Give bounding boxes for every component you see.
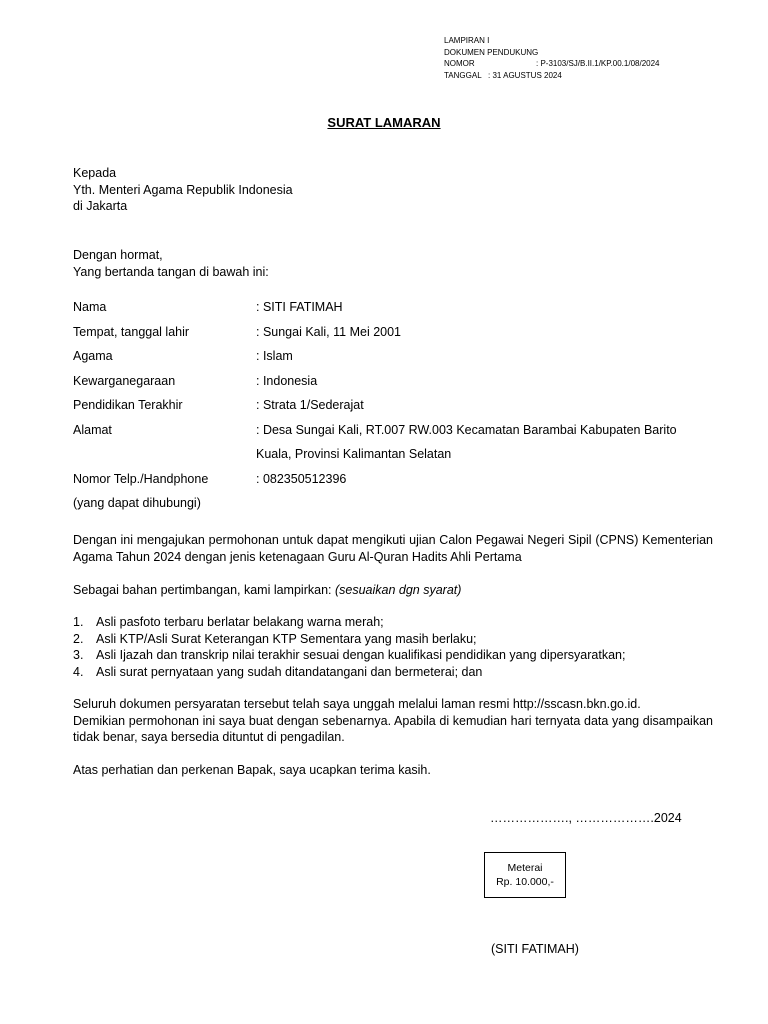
field-label: (yang dapat dihubungi) bbox=[73, 496, 201, 510]
field-row bbox=[73, 491, 713, 516]
field-value: : Strata 1/Sederajat bbox=[256, 398, 364, 412]
list-item bbox=[73, 664, 713, 681]
field-row bbox=[73, 442, 713, 467]
field-label: Agama bbox=[73, 349, 113, 363]
field-label bbox=[73, 442, 256, 467]
field-label: Alamat bbox=[73, 422, 112, 437]
field-row bbox=[73, 344, 713, 369]
attachments-intro-text: Sebagai bahan pertimbangan, kami lampirkan: bbox=[73, 583, 335, 597]
list-item bbox=[73, 631, 713, 648]
attachment-header bbox=[444, 35, 660, 81]
declaration-statement: Demikian permohonan ini saya buat dengan sebenarnya. Apabila di kemudian hari ternyata data yang disampaikan tidak benar, saya bersedia dituntut di pengadilan. bbox=[73, 713, 713, 744]
attachments-intro bbox=[73, 582, 713, 599]
field-row bbox=[73, 295, 713, 320]
upload-statement: Seluruh dokumen persyaratan tersebut telah saya unggah melalui laman resmi http://sscasn.bkn.go.id. bbox=[73, 697, 641, 711]
letter-title: SURAT LAMARAN bbox=[327, 115, 441, 130]
field-value: : SITI FATIMAH bbox=[256, 300, 343, 314]
field-label: Tempat, tanggal lahir bbox=[73, 324, 190, 339]
field-label: Nomor Telp./Handphone bbox=[73, 471, 209, 486]
field-value: : Desa Sungai Kali, RT.007 RW.003 Kecamatan Barambai Kabupaten Barito bbox=[256, 422, 677, 437]
list-text: Asli pasfoto terbaru berlatar belakang warna merah; bbox=[96, 615, 384, 629]
greeting-line: Yang bertanda tangan di bawah ini: bbox=[73, 264, 269, 279]
field-row bbox=[73, 418, 713, 443]
list-item bbox=[73, 614, 713, 631]
application-paragraph: Dengan ini mengajukan permohonan untuk dapat mengikuti ujian Calon Pegawai Negeri Sipil (CPNS) Kementerian Agama Tahun 2024 dengan jenis ketenagaan Guru Al-Quran Hadits Ahli Pertama bbox=[73, 533, 713, 564]
thanks-paragraph: Atas perhatian dan perkenan Bapak, saya ucapkan terima kasih. bbox=[73, 763, 431, 777]
attachments-list bbox=[73, 614, 713, 680]
duty-stamp-box bbox=[484, 852, 566, 898]
field-row bbox=[73, 369, 713, 394]
attachments-intro-note: (sesuaikan dgn syarat) bbox=[334, 583, 462, 597]
closing-statement bbox=[73, 696, 713, 746]
applicant-fields bbox=[73, 295, 713, 516]
field-value: : Sungai Kali, 11 Mei 2001 bbox=[256, 324, 402, 339]
recipient-line: Kepada bbox=[73, 166, 117, 180]
field-label: Nama bbox=[73, 300, 107, 314]
greeting-line: Dengan hormat, bbox=[73, 248, 163, 262]
attachment-line: LAMPIRAN I bbox=[444, 36, 490, 45]
field-value bbox=[201, 491, 713, 516]
recipient-line: Yth. Menteri Agama Republik Indonesia bbox=[73, 182, 293, 197]
field-value: : Indonesia bbox=[256, 373, 318, 388]
attachment-line: DOKUMEN PENDUKUNG bbox=[444, 47, 539, 57]
field-label: Pendidikan Terakhir bbox=[73, 398, 183, 412]
recipient-block bbox=[73, 165, 293, 215]
tanggal-label: TANGGAL bbox=[444, 70, 482, 80]
field-row bbox=[73, 467, 713, 492]
list-number: 2. bbox=[73, 631, 84, 646]
list-text: Asli KTP/Asli Surat Keterangan KTP Sementara yang masih berlaku; bbox=[96, 631, 477, 646]
field-value: : 082350512396 bbox=[256, 471, 347, 486]
list-text: Asli surat pernyataan yang sudah ditandatangani dan bermeterai; dan bbox=[96, 664, 483, 679]
nomor-label: NOMOR bbox=[444, 59, 475, 68]
field-value: Kuala, Provinsi Kalimantan Selatan bbox=[256, 447, 452, 461]
list-number: 4. bbox=[73, 664, 84, 679]
field-row bbox=[73, 320, 713, 345]
signer-name: (SITI FATIMAH) bbox=[491, 942, 579, 956]
stamp-label: Meterai bbox=[507, 862, 543, 874]
list-text: Asli Ijazah dan transkrip nilai terakhir sesuai dengan kualifikasi pendidikan yang dipersyaratkan; bbox=[96, 648, 626, 662]
date-line: ………………., ……………….2024 bbox=[490, 811, 682, 825]
field-row bbox=[73, 393, 713, 418]
stamp-amount: Rp. 10.000,- bbox=[496, 876, 554, 888]
field-value: : Islam bbox=[256, 349, 293, 363]
list-number: 1. bbox=[73, 615, 84, 629]
tanggal-value: : 31 AGUSTUS 2024 bbox=[488, 70, 562, 80]
recipient-line: di Jakarta bbox=[73, 199, 128, 213]
greeting-block bbox=[73, 247, 269, 280]
field-label: Kewarganegaraan bbox=[73, 373, 176, 388]
nomor-value: : P-3103/SJ/B.II.1/KP.00.1/08/2024 bbox=[536, 59, 660, 68]
list-number: 3. bbox=[73, 648, 84, 662]
list-item bbox=[73, 647, 713, 664]
